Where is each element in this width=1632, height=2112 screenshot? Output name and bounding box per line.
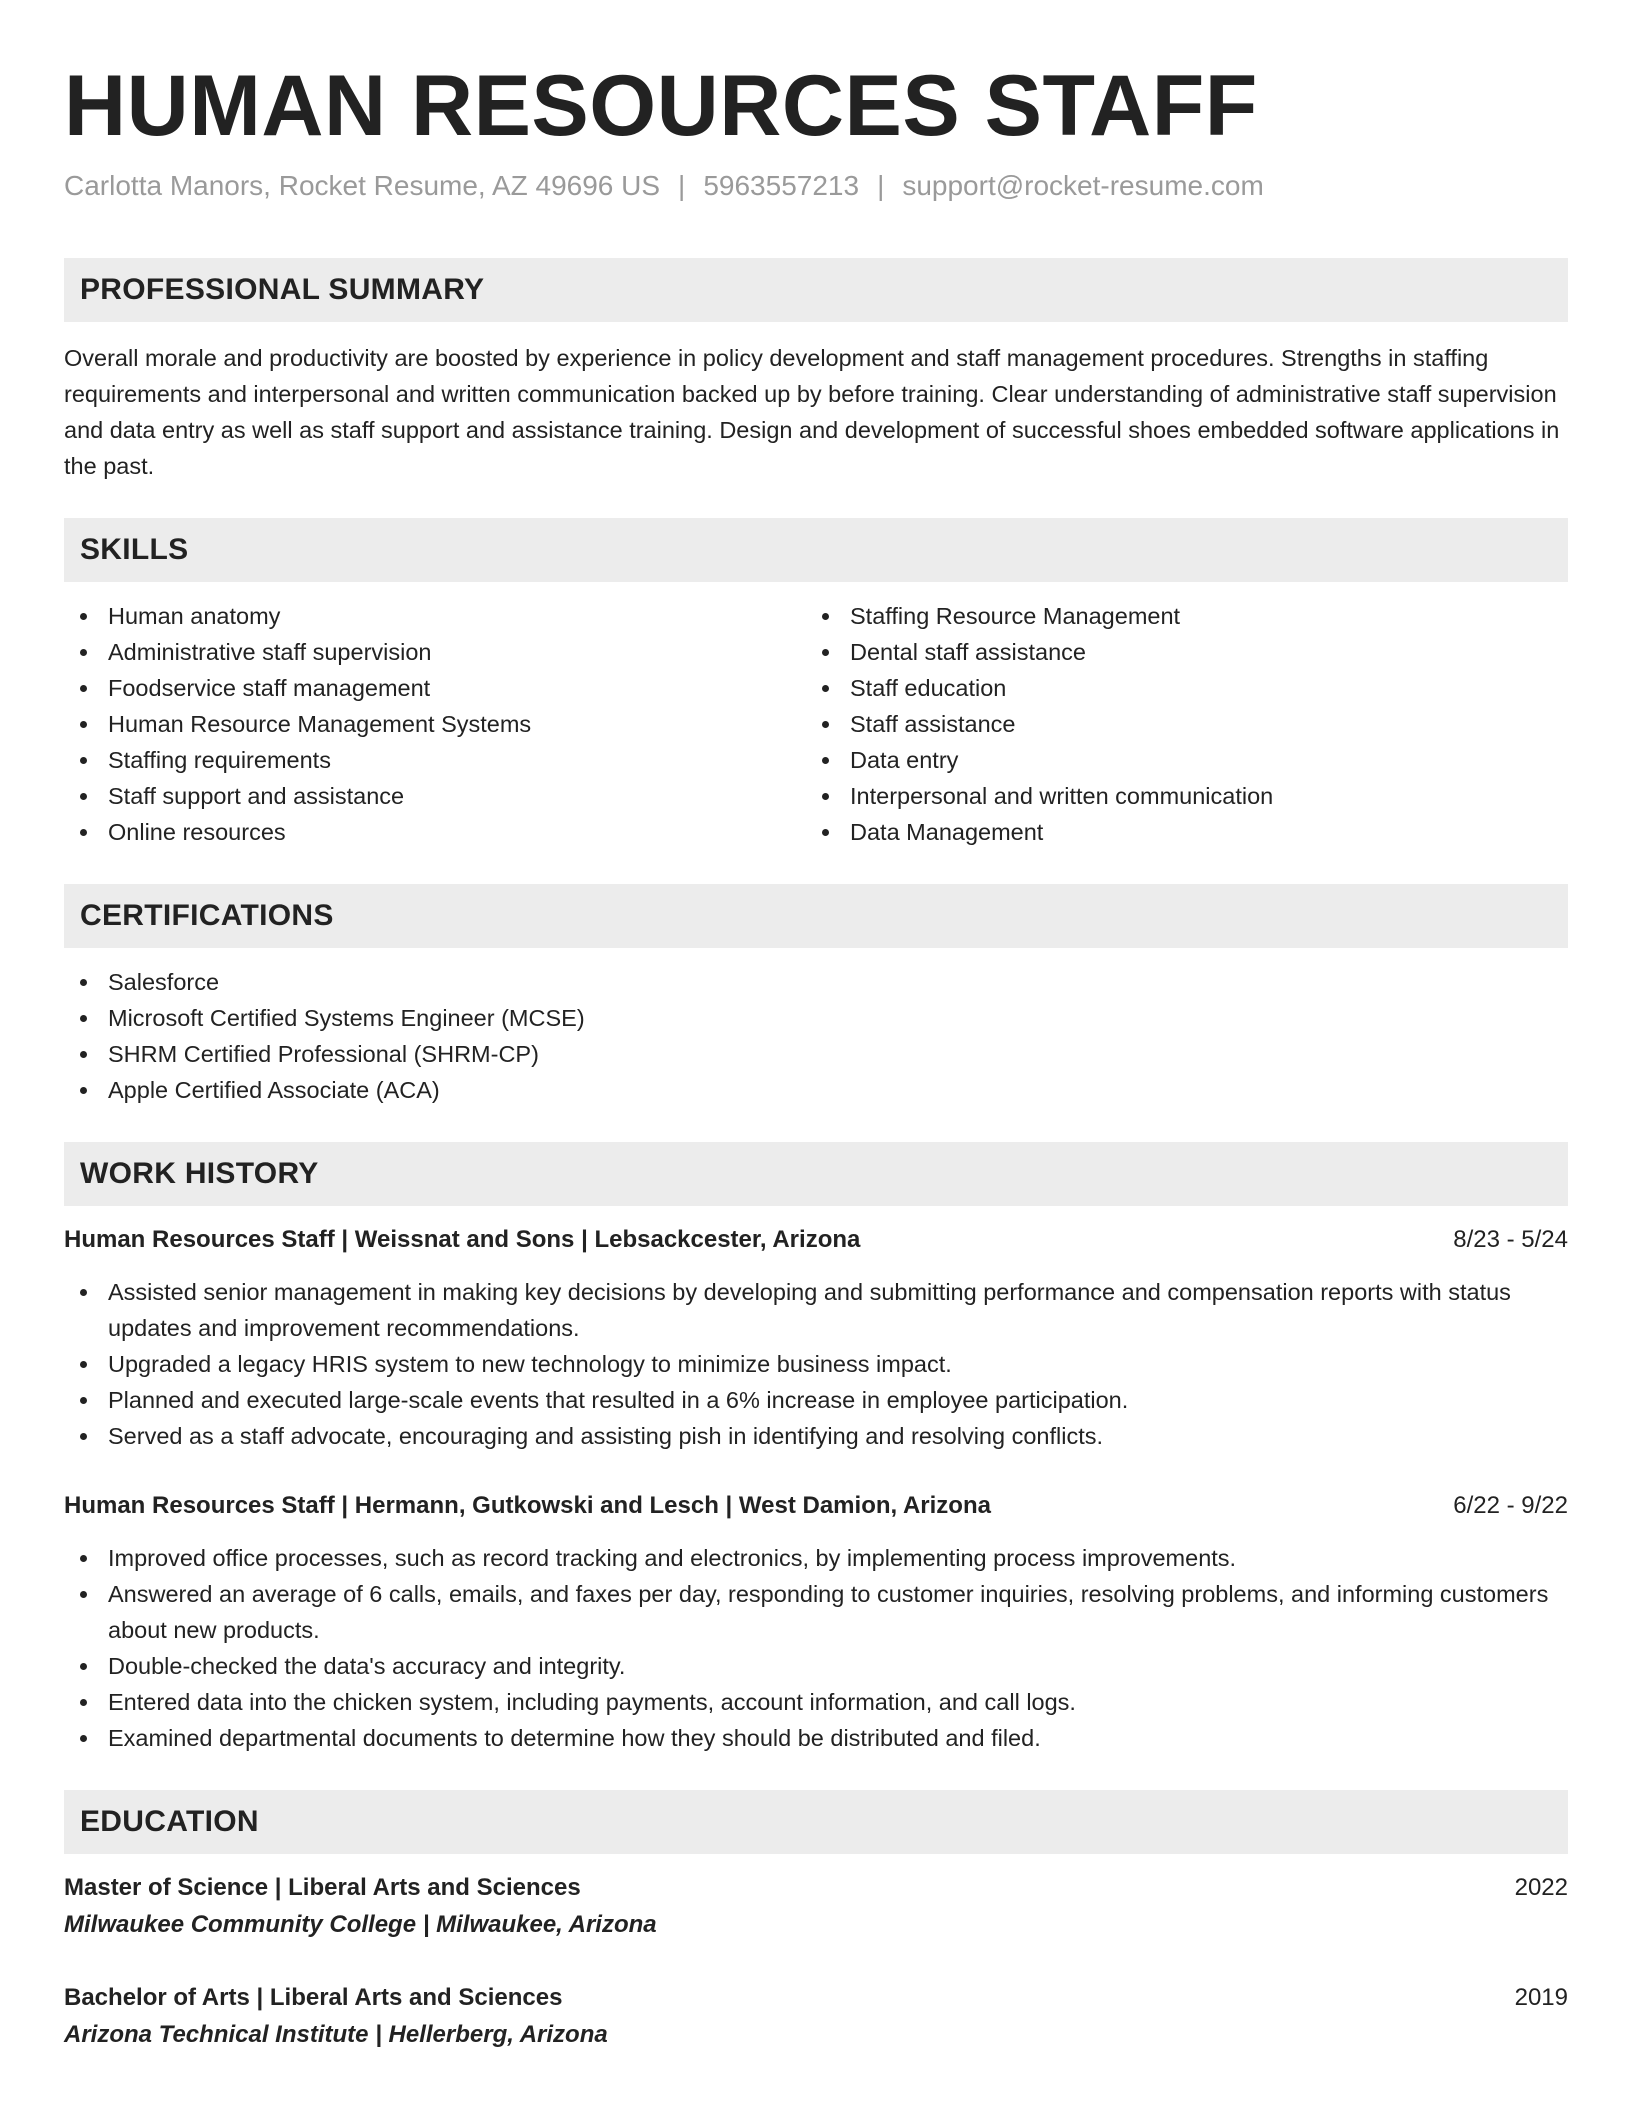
contact-email: support@rocket-resume.com bbox=[902, 170, 1264, 201]
school-name: Milwaukee Community College | Milwaukee, Arizona bbox=[64, 1911, 657, 1938]
job-entry bbox=[64, 1488, 1568, 1756]
school-name: Arizona Technical Institute | Hellerberg, Arizona bbox=[64, 2021, 608, 2048]
list-item: Staff support and assistance bbox=[64, 778, 806, 814]
education-entry bbox=[64, 1870, 1568, 1944]
certifications-list bbox=[64, 964, 1568, 1108]
graduation-year: 2019 bbox=[1514, 1984, 1568, 2011]
graduation-year: 2022 bbox=[1514, 1874, 1568, 1901]
section-title: CERTIFICATIONS bbox=[80, 899, 334, 932]
list-item: Administrative staff supervision bbox=[64, 634, 806, 670]
skills-column-right bbox=[806, 598, 1548, 850]
contact-address: Carlotta Manors, Rocket Resume, AZ 49696 US bbox=[64, 170, 661, 201]
resume-title: HUMAN RESOURCES STAFF bbox=[64, 58, 1258, 154]
contact-line bbox=[64, 166, 1568, 206]
section-title: SKILLS bbox=[80, 533, 189, 566]
list-item: Planned and executed large-scale events that resulted in a 6% increase in employee participation. bbox=[64, 1382, 1568, 1418]
section-title: WORK HISTORY bbox=[80, 1157, 319, 1190]
list-item: Salesforce bbox=[64, 964, 1568, 1000]
list-item: Staff education bbox=[806, 670, 1548, 706]
job-dates: 8/23 - 5/24 bbox=[1453, 1226, 1568, 1253]
job-bullets bbox=[64, 1540, 1568, 1756]
list-item: Interpersonal and written communication bbox=[806, 778, 1548, 814]
list-item: Assisted senior management in making key decisions by developing and submitting performance and compensation reports with status updates and improvement recommendations. bbox=[64, 1274, 1568, 1346]
job-header bbox=[64, 1488, 1568, 1524]
education-header bbox=[64, 1870, 1568, 1906]
job-dates: 6/22 - 9/22 bbox=[1453, 1492, 1568, 1519]
degree: Bachelor of Arts | Liberal Arts and Sciences bbox=[64, 1984, 563, 2011]
section-header-certifications bbox=[64, 884, 1568, 948]
contact-separator: | bbox=[877, 170, 885, 201]
list-item: Upgraded a legacy HRIS system to new technology to minimize business impact. bbox=[64, 1346, 1568, 1382]
list-item: Entered data into the chicken system, including payments, account information, and call logs. bbox=[64, 1684, 1568, 1720]
list-item: Foodservice staff management bbox=[64, 670, 806, 706]
list-item: Served as a staff advocate, encouraging and assisting pish in identifying and resolving conflicts. bbox=[64, 1418, 1568, 1454]
list-item: Staffing Resource Management bbox=[806, 598, 1548, 634]
job-header bbox=[64, 1222, 1568, 1258]
list-item: Double-checked the data's accuracy and integrity. bbox=[64, 1648, 1568, 1684]
list-item: Staff assistance bbox=[806, 706, 1548, 742]
degree: Master of Science | Liberal Arts and Sciences bbox=[64, 1874, 581, 1901]
list-item: Apple Certified Associate (ACA) bbox=[64, 1072, 1568, 1108]
education-entry bbox=[64, 1980, 1568, 2054]
job-bullets bbox=[64, 1274, 1568, 1454]
job-entry bbox=[64, 1222, 1568, 1454]
list-item: Human Resource Management Systems bbox=[64, 706, 806, 742]
section-title: PROFESSIONAL SUMMARY bbox=[80, 273, 485, 306]
job-title: Human Resources Staff | Hermann, Gutkowski and Lesch | West Damion, Arizona bbox=[64, 1492, 991, 1519]
section-title: EDUCATION bbox=[80, 1805, 259, 1838]
contact-separator: | bbox=[678, 170, 686, 201]
section-header-skills bbox=[64, 518, 1568, 582]
skills-list bbox=[64, 598, 1568, 850]
list-item: Data entry bbox=[806, 742, 1548, 778]
section-header-education bbox=[64, 1790, 1568, 1854]
education-header bbox=[64, 1980, 1568, 2016]
list-item: Dental staff assistance bbox=[806, 634, 1548, 670]
job-title: Human Resources Staff | Weissnat and Sons | Lebsackcester, Arizona bbox=[64, 1226, 861, 1253]
list-item: Examined departmental documents to determine how they should be distributed and filed. bbox=[64, 1720, 1568, 1756]
contact-phone: 5963557213 bbox=[703, 170, 860, 201]
section-header-work-history bbox=[64, 1142, 1568, 1206]
list-item: SHRM Certified Professional (SHRM-CP) bbox=[64, 1036, 1568, 1072]
list-item: Online resources bbox=[64, 814, 806, 850]
list-item: Data Management bbox=[806, 814, 1548, 850]
list-item: Microsoft Certified Systems Engineer (MCSE) bbox=[64, 1000, 1568, 1036]
section-header-summary bbox=[64, 258, 1568, 322]
skills-column-left bbox=[64, 598, 806, 850]
list-item: Answered an average of 6 calls, emails, and faxes per day, responding to customer inquiries, resolving problems, and informing customers about new products. bbox=[64, 1576, 1568, 1648]
summary-text: Overall morale and productivity are boosted by experience in policy development and staff management procedures. Strengths in staffing requirements and interpersonal and written communication backed up by before training. Clear understanding of administrative staff supervision and data entry as well as staff support and assistance training. Design and development of successful shoes embedded software applications in the past. bbox=[64, 345, 1560, 479]
list-item: Human anatomy bbox=[64, 598, 806, 634]
list-item: Improved office processes, such as record tracking and electronics, by implementing process improvements. bbox=[64, 1540, 1568, 1576]
list-item: Staffing requirements bbox=[64, 742, 806, 778]
